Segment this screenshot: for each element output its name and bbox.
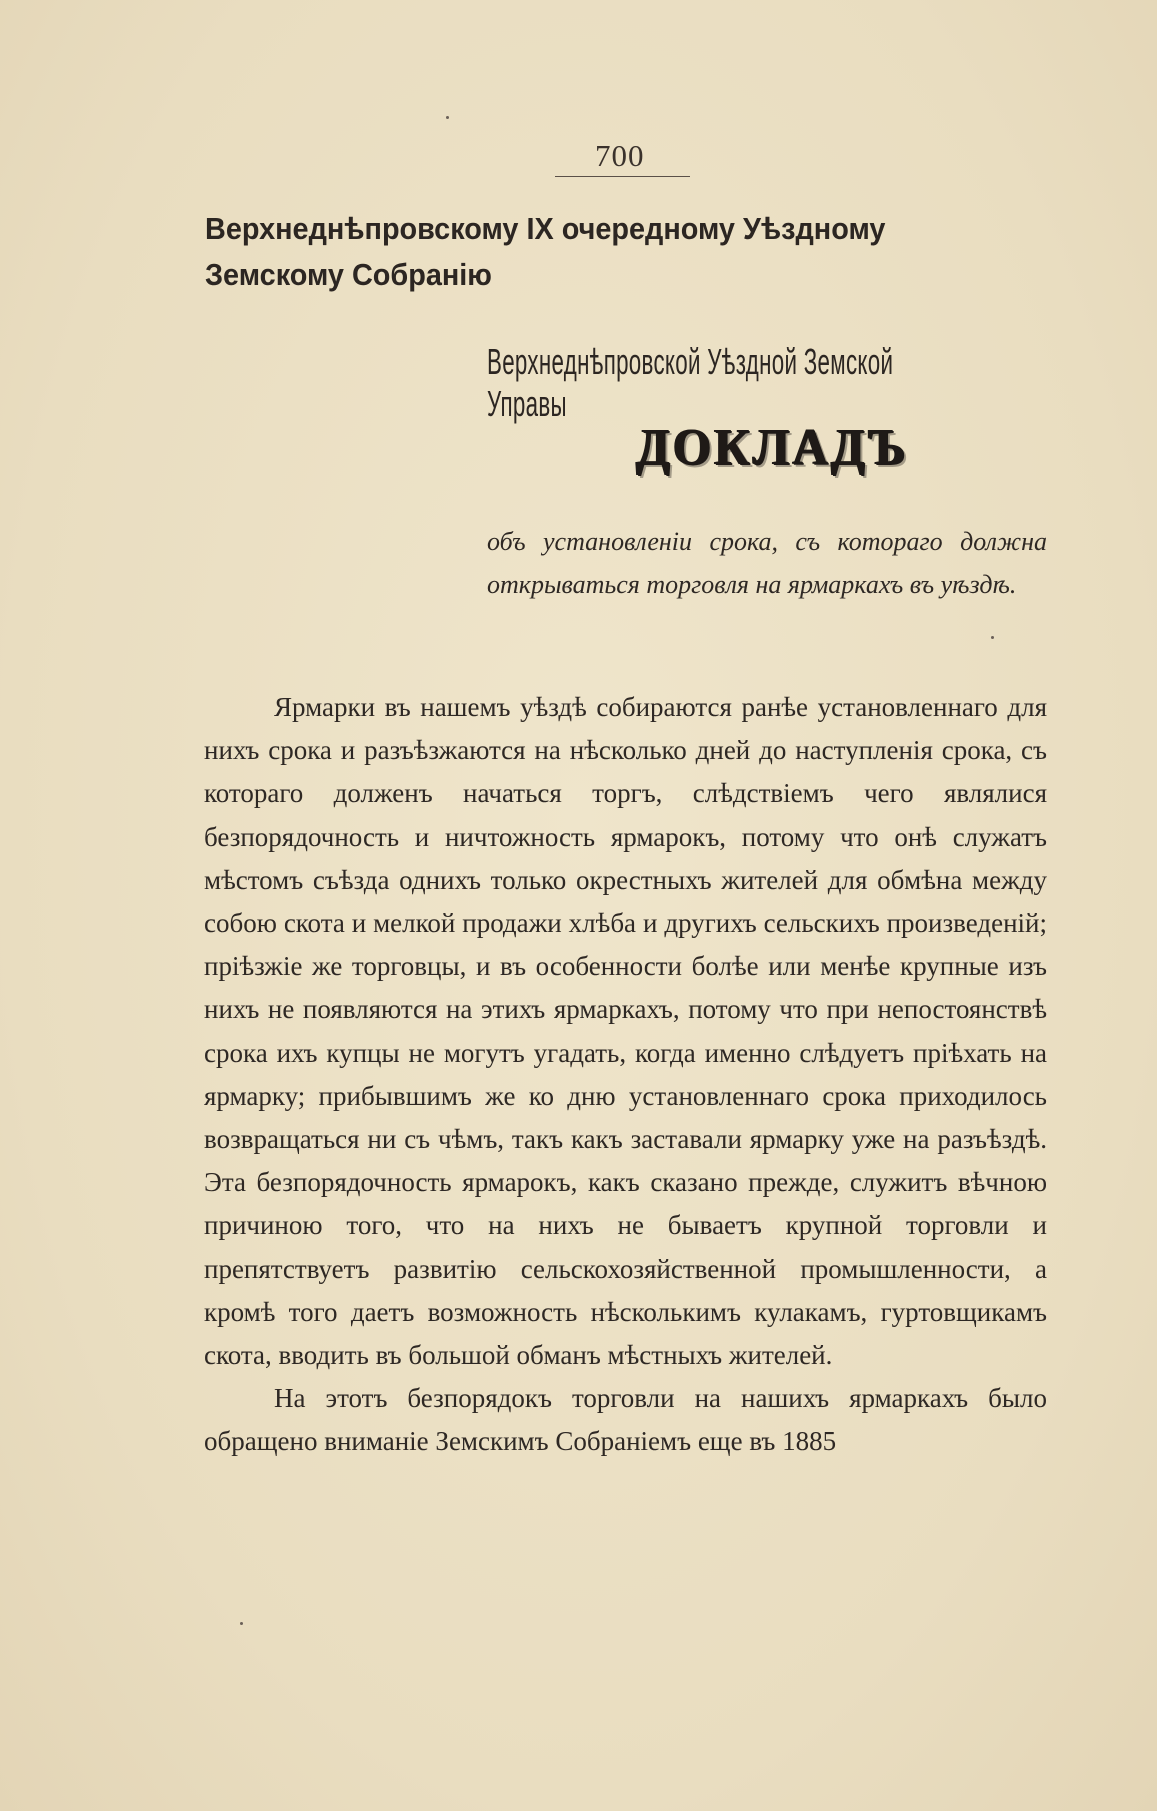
paper-speck [991,636,994,639]
issuing-body-heading: Верхнеднѣпровской Уѣздной Земской Управы [487,341,894,424]
document-type-title: ДОКЛАДЪ [636,419,909,476]
report-body [204,686,1047,1464]
report-subject: объ установленіи срока, съ котораго должна открываться торговля на ярмаркахъ въ уѣздѣ. [487,527,1047,599]
page-number: 700 [595,138,645,173]
body-paragraph: На этотъ безпорядокъ торговли на нашихъ ярмаркахъ было обращено вниманіе Земскимъ Собраніемъ еще въ 1885 [204,1383,1047,1457]
page-number-rule [555,176,690,177]
paper-speck [240,1622,243,1625]
addressee-heading: Верхнеднѣпровскому IX очередному Уѣздному Земскому Собранію [205,211,886,292]
body-paragraph: Ярмарки въ нашемъ уѣздѣ собираются ранѣе установленнаго для нихъ срока и разъѣзжаются на нѣсколько дней до наступленія срока, съ котораго долженъ начаться торгъ, слѣдствіемъ чего являлися безпорядочность и ничтожность ярмарокъ, потому что онѣ служатъ мѣстомъ съѣзда однихъ только окрестныхъ жителей для обмѣна между собою скота и мелкой продажи хлѣба и другихъ сельскихъ произведеній; пріѣзжіе же торговцы, и въ особенности болѣе или менѣе крупные изъ нихъ не появляются на этихъ ярмаркахъ, потому что при непостоянствѣ срока ихъ купцы не могутъ угадать, когда именно слѣдуетъ пріѣхать на ярмарку; прибывшимъ же ко дню установленнаго срока приходилось возвращаться ни съ чѣмъ, такъ какъ заставали ярмарку уже на разъѣздѣ. Эта безпорядочность ярмарокъ, какъ сказано прежде, служитъ вѣчною причиною того, что на нихъ не бываетъ крупной торговли и препятствуетъ развитію сельскохозяйственной промышленности, а кромѣ того даетъ возможность нѣсколькимъ кулакамъ, гуртовщикамъ скота, вводить въ большой обманъ мѣстныхъ жителей. [204,692,1047,1371]
paper-speck [446,116,449,119]
